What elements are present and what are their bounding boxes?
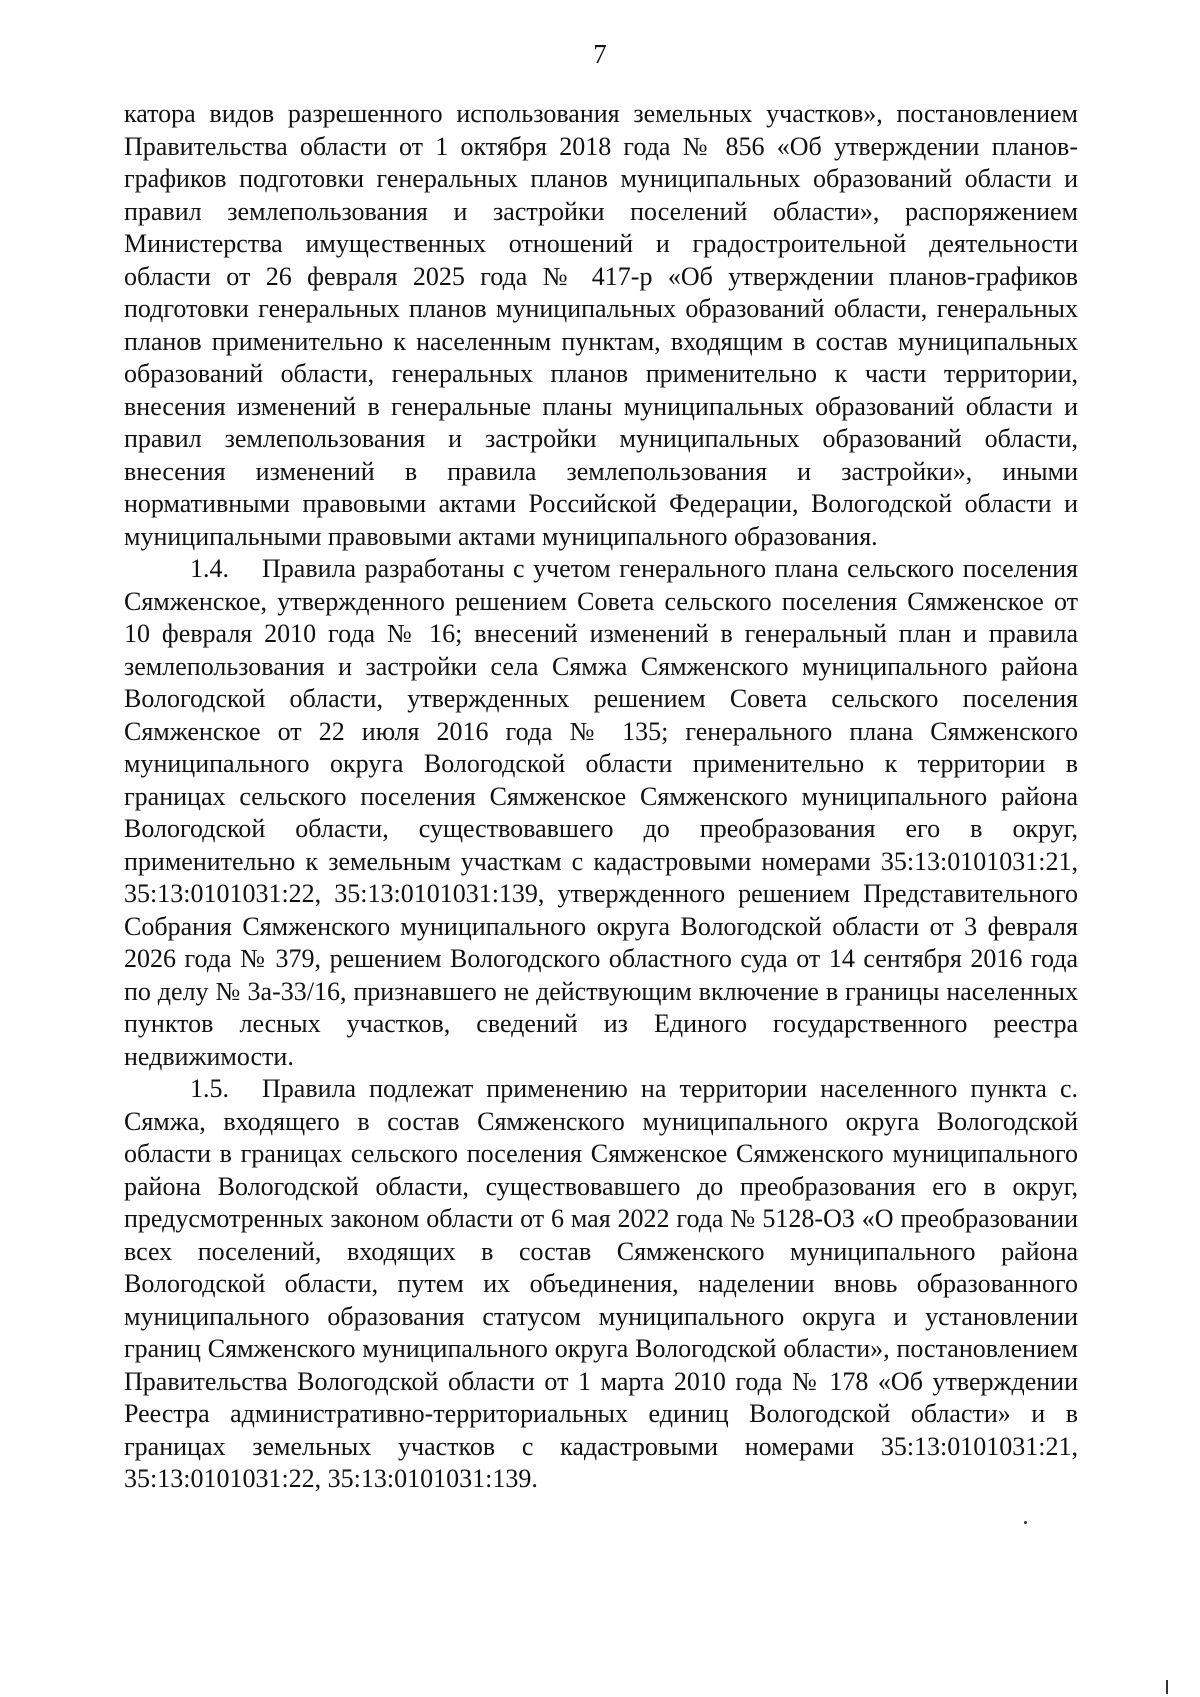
paragraph-text: катора видов разрешенного использования земельных участков», постановлением Правительства области от 1 октября 2018 года № 856 «Об утверждении планов-графиков подготовки генеральных планов муниципальных образований области и правил землепользования и застройки поселений области», распоряжением Министерства имущественных отношений и градостроительной деятельности области от 26 февраля 2025 года № 417-р «Об утверждении планов-графиков подготовки генеральных планов муниципальных образований области, генеральных планов применительно к населенным пунктам, входящим в состав муниципальных образований области, генеральных планов применительно к части территории, внесения изменений в генеральные планы муниципальных образований области и правил землепользования и застройки муниципальных образований области, внесения изменений в правила землепользования и застройки», иными нормативными правовыми актами Российской Федерации, Вологодской области и муниципальными правовыми актами муниципального образования.	[124, 99, 1078, 551]
paragraph-text: Правила подлежат применению на территории населенного пункта с. Сямжа, входящего в состав Сямженского муниципального округа Вологодской области в границах сельского поселения Сямженское Сямженского муниципального района Вологодской области, существовавшего до преобразования его в округ, предусмотренных законом области от 6 мая 2022 года № 5128-ОЗ «О преобразовании всех поселений, входящих в состав Сямженского муниципального района Вологодской области, путем их объединения, наделении вновь образованного муниципального образования статусом муниципального округа и установлении границ Сямженского муниципального округа Вологодской области», постановлением Правительства Вологодской области от 1 марта 2010 года № 178 «Об утверждении Реестра административно-территориальных единиц Вологодской области» и в границах земельных участков с кадастровыми номерами 35:13:0101031:21, 35:13:0101031:22, 35:13:0101031:139.	[124, 1074, 1078, 1493]
paragraph-text: Правила разработаны с учетом генерального плана сельского поселения Сямженское, утвержденного решением Совета сельского поселения Сямженское от 10 февраля 2010 года № 16; внесений изменений в генеральный план и правила землепользования и застройки села Сямжа Сямженского муниципального района Вологодской области, утвержденных решением Совета сельского поселения Сямженское от 22 июля 2016 года № 135; генерального плана Сямженского муниципального округа Вологодской области применительно к территории в границах сельского поселения Сямженское Сямженского муниципального района Вологодской области, существовавшего до преобразования его в округ, применительно к земельным участкам с кадастровыми номерами 35:13:0101031:21, 35:13:0101031:22, 35:13:0101031:139, утвержденного решением Представительного Собрания Сямженского муниципального округа Вологодской области от 3 февраля 2026 года № 379, решением Вологодского областного суда от 14 сентября 2016 года по делу № 3а-33/16, признавшего не действующим включение в границы населенных пунктов лесных участков, сведений из Единого государственного реестра недвижимости.	[124, 554, 1078, 1071]
paragraph-1-4	[124, 553, 1078, 1073]
page-number: 7	[593, 39, 607, 69]
paragraph-number: 1.4.	[190, 554, 229, 583]
document-body	[124, 98, 1078, 1496]
scan-edge-mark	[1166, 1680, 1168, 1694]
paragraph-continuation	[124, 98, 1078, 553]
scan-speck	[1024, 1521, 1027, 1524]
paragraph-1-5	[124, 1073, 1078, 1496]
paragraph-number: 1.5.	[190, 1074, 229, 1103]
